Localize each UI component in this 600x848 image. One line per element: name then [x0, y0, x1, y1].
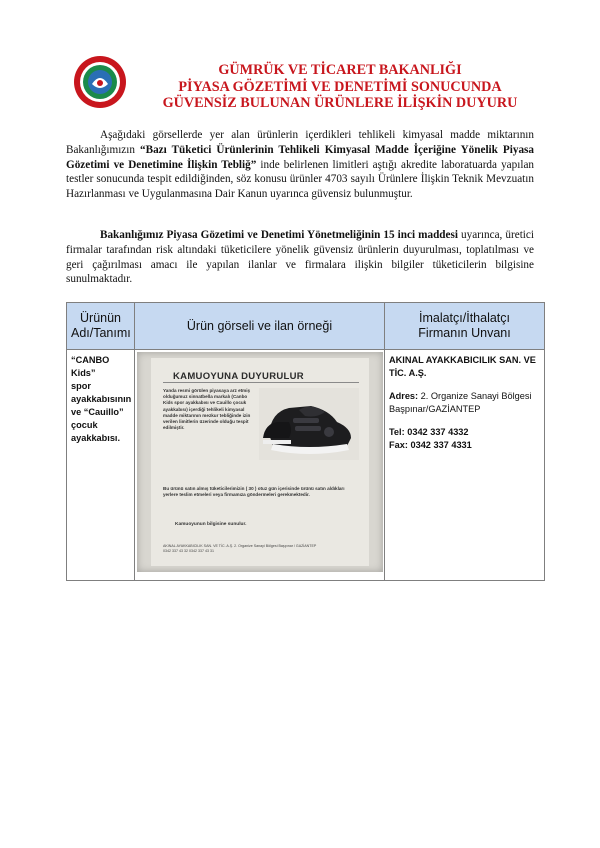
notice-footer-fax: 0342 337 43 31 [188, 549, 214, 553]
company-phone: Tel: 0342 337 4332 [389, 427, 469, 437]
product-name-cell [67, 350, 135, 581]
regulation-title: “Bazı Tüketici Ürünlerinin Tehlikeli Kimyasal Madde İçeriğine Yönelik Piyasa Gözetimi ve Denetimine İlişkin Tebliğ” [66, 143, 534, 171]
notice-bottom-text: Bu ürünü satın almış tüketicilerimizin ( 30 ) otuz gün içerisinde ürünü satın aldıkları yerlere teslim etmeleri veya firmamıza göndermeleri gerekmektedir. [163, 486, 345, 498]
notice-footer-tel: 0342 337 43 32 [163, 549, 188, 553]
notice-footer [163, 544, 359, 554]
product-name-part: ayakkabısı. [71, 433, 121, 443]
notice-closing: Kamuoyunun bilgisine sunulur. [175, 522, 247, 527]
header-product-image: Ürün görseli ve ilan örneği [135, 303, 385, 350]
page-title [130, 62, 550, 112]
public-notice-image [137, 352, 383, 572]
product-image-cell [135, 350, 385, 581]
intro-paragraph-1 [66, 128, 534, 202]
company-name: AKINAL AYAKKABICILIK SAN. VE TİC. A.Ş. [389, 355, 536, 378]
child-shoe-photo-icon [259, 388, 359, 460]
table-row [67, 350, 545, 581]
title-line-2: PİYASA GÖZETİMİ VE DENETİMİ SONUCUNDA [178, 78, 502, 95]
manufacturer-cell [385, 350, 545, 581]
unsafe-products-table [66, 302, 545, 581]
ministry-seal-icon [72, 54, 128, 110]
company-address: Adres: 2. Organize Sanayi Bölgesi Başpınar/GAZİANTEP [389, 391, 532, 414]
product-name-part: spor [71, 381, 91, 391]
title-line-1: GÜMRÜK VE TİCARET BAKANLIĞI [218, 62, 462, 78]
header-product-name: Ürünün Adı/Tanımı [67, 303, 135, 350]
intro-p1-b: inde belirlenen limitleri aştığı akredite laboratuarda yapılan testler sonucunda tespit edildiğinden, söz konusu ürünler 4703 sayılı Ürünlere İlişkin Teknik Mevzuatın Hazırlanması ve Uygulanmasına Dair Kanun uyarınca güvensiz bulunmuştur. [66, 158, 535, 201]
intro-paragraph-2 [66, 228, 534, 287]
product-name-part: çocuk [71, 420, 98, 430]
regulation-reference: Bakanlığımız Piyasa Gözetimi ve Denetimi Yönetmeliğinin 15 inci maddesi [100, 229, 458, 241]
notice-footer-company: AKINAL AYAKKABICILIK SAN. VE TİC. A.Ş. [163, 544, 234, 548]
intro-p1-a: Aşağıdaki görsellerde yer alan ürünlerin içerdikleri tehlikeli kimyasal madde miktarının Bakanlığımızın [66, 129, 534, 156]
header-manufacturer: İmalatçı/İthalatçı Firmanın Unvanı [385, 303, 545, 350]
table-header-row [67, 303, 545, 350]
title-line-3: GÜVENSİZ BULUNAN ÜRÜNLERE İLİŞKİN DUYURU [162, 95, 518, 111]
notice-title: KAMUOYUNA DUYURULUR [173, 371, 304, 382]
notice-paper [151, 358, 369, 566]
product-name-part: ve “Cauillo” [71, 407, 124, 417]
company-fax: Fax: 0342 337 4331 [389, 440, 472, 450]
product-name-part: ayakkabısının [71, 394, 132, 404]
notice-footer-address: 2. Organize Sanayi Bölgesi Başpınar / GAZİANTEP [234, 544, 317, 548]
notice-divider [163, 382, 359, 383]
intro-p2-b: uyarınca, üretici firmalar tarafından risk altındaki tüketicilere yönelik güvensiz ürünlerin duyurulması, toplatılması ve geri çağırılması amacı ile yapılan ilanlar ve firmalara ilişkin bilgiler tüketicilerin bilgisine sunulmaktadır. [66, 229, 534, 286]
product-name-part: “CANBO Kids” [71, 355, 110, 378]
notice-text: Yanda resmi görülen piyasaya arz etmiş olduğumuz sinnatbella markalı (Canbo Kids spor ayakkabısı ve Cauillo çocuk ayakkabısı) içerdiği tehlikeli kimyasal madde miktarının mezkur tebliğinde izin verilen limitlerin üzerinde olduğu tespit edilmiştir. [163, 388, 251, 431]
